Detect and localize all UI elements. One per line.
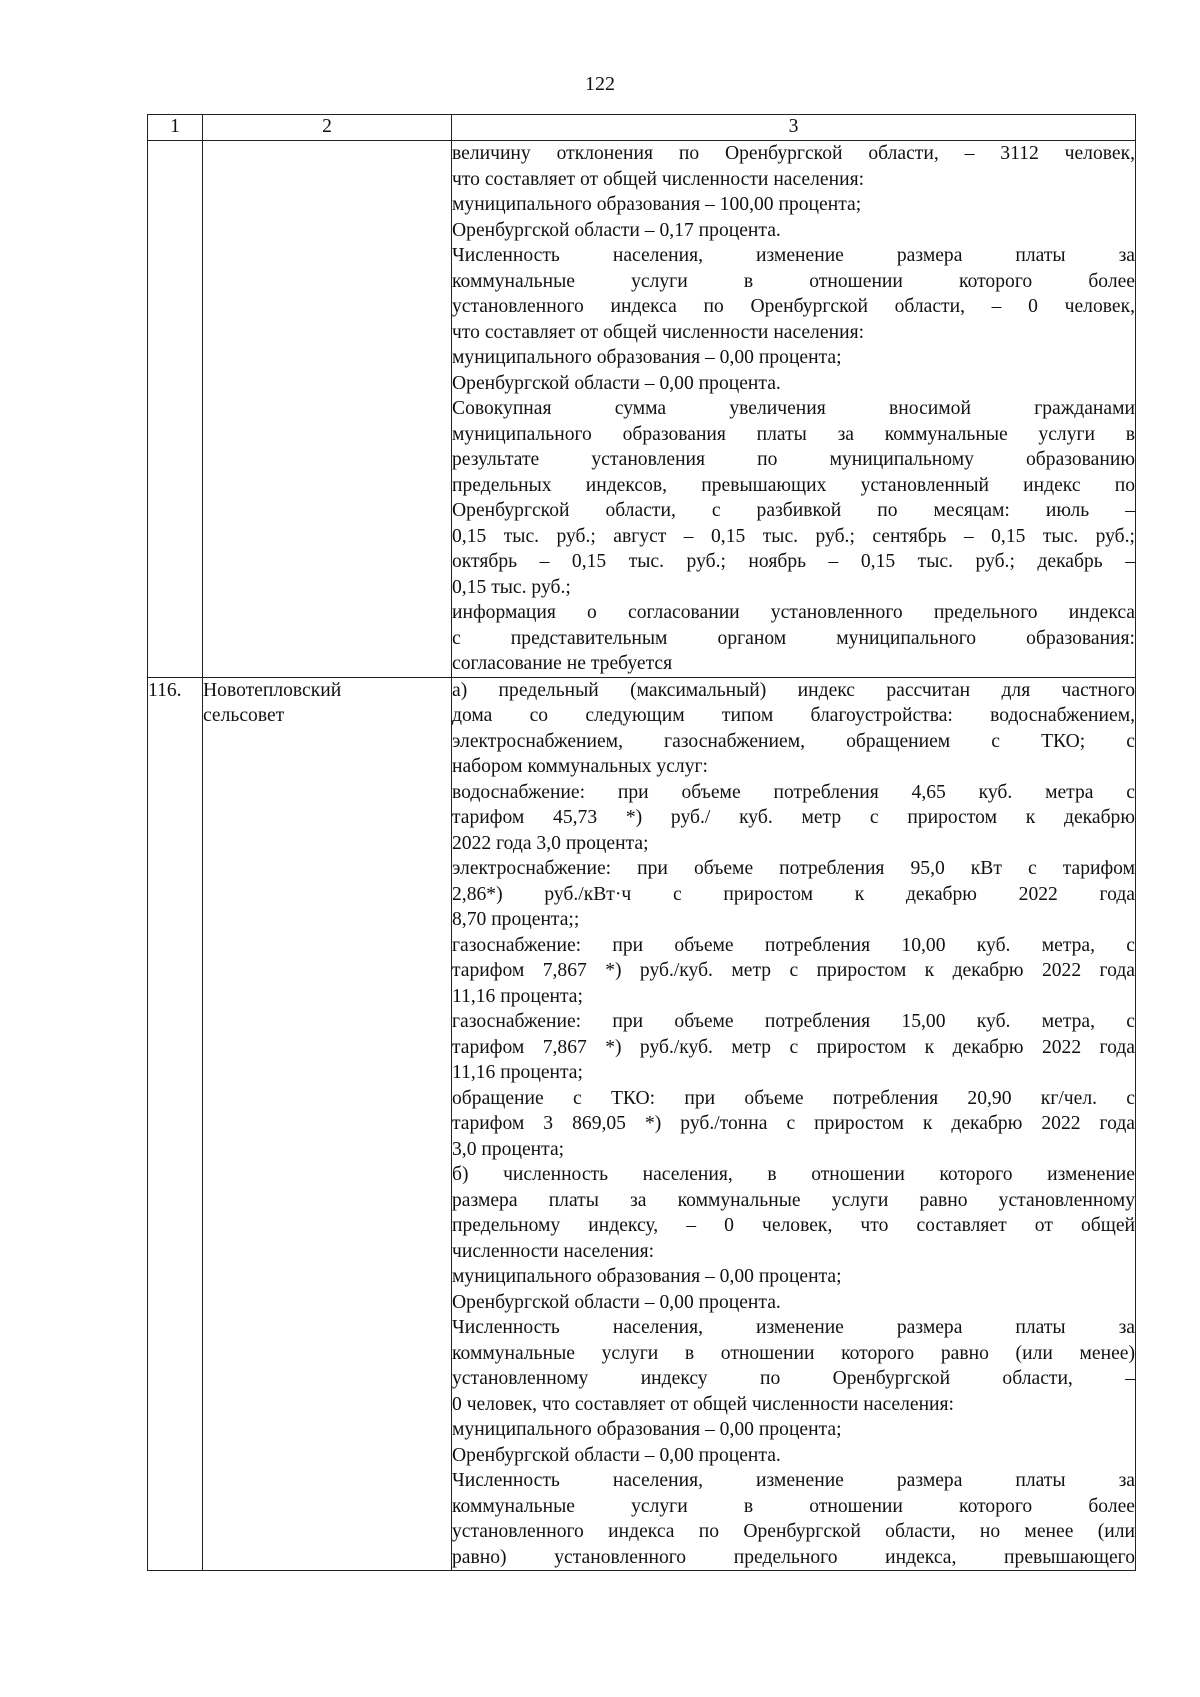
text-line: электроснабжением, газоснабжением, обращением с ТКО; с bbox=[452, 730, 1135, 752]
column-number-row bbox=[148, 115, 1136, 141]
text-line: 0,15 тыс. руб.; август – 0,15 тыс. руб.; сентябрь – 0,15 тыс. руб.; bbox=[452, 525, 1135, 547]
text-line: 2022 года 3,0 процента; bbox=[452, 832, 649, 854]
entry-municipality-name bbox=[203, 677, 452, 1571]
text-line: тарифом 7,867 *) руб./куб. метр с приростом к декабрю 2022 года bbox=[452, 1036, 1135, 1058]
text-line: информация о согласовании установленного предельного индекса bbox=[452, 602, 1135, 623]
entry-name-line: Новотепловский bbox=[203, 679, 342, 701]
continuation-name-cell bbox=[203, 141, 452, 678]
entry-name-line: сельсовет bbox=[203, 705, 285, 726]
text-line: Оренбургской области – 0,00 процента. bbox=[452, 1291, 781, 1313]
text-line: тарифом 3 869,05 *) руб./тонна с приростом к декабрю 2022 года bbox=[452, 1113, 1135, 1134]
text-line: Численность населения, изменение размера платы за bbox=[452, 1470, 1135, 1491]
text-line: что составляет от общей численности населения: bbox=[452, 321, 865, 343]
text-line: что составляет от общей численности населения: bbox=[452, 168, 865, 190]
text-line: результате установления по муниципальному образованию bbox=[452, 449, 1135, 470]
text-line: предельному индексу, – 0 человек, что составляет от общей bbox=[452, 1215, 1135, 1236]
text-line: коммунальные услуги в отношении которого более bbox=[452, 270, 1135, 292]
text-line: муниципального образования платы за коммунальные услуги в bbox=[452, 423, 1135, 445]
entry-text-cell bbox=[452, 677, 1136, 1571]
text-line: муниципального образования – 0,00 процента; bbox=[452, 1419, 842, 1440]
text-line: тарифом 7,867 *) руб./куб. метр с приростом к декабрю 2022 года bbox=[452, 960, 1135, 981]
text-line: электроснабжение: при объеме потребления 95,0 кВт с тарифом bbox=[452, 858, 1135, 879]
entry-number: 116. bbox=[148, 677, 203, 1571]
text-line: 8,70 процента;; bbox=[452, 909, 580, 930]
text-line: 11,16 процента; bbox=[452, 985, 583, 1007]
text-line: коммунальные услуги в отношении которого более bbox=[452, 1495, 1135, 1517]
text-line: 0 человек, что составляет от общей численности населения: bbox=[452, 1393, 955, 1415]
text-line: 11,16 процента; bbox=[452, 1062, 583, 1083]
text-line: газоснабжение: при объеме потребления 15,00 куб. метра, с bbox=[452, 1011, 1135, 1032]
text-line: Численность населения, изменение размера платы за bbox=[452, 1317, 1135, 1338]
text-line: коммунальные услуги в отношении которого равно (или менее) bbox=[452, 1342, 1135, 1364]
text-line: предельных индексов, превышающих установленный индекс по bbox=[452, 474, 1135, 496]
text-line: тарифом 45,73 *) руб./ куб. метр с приростом к декабрю bbox=[452, 807, 1135, 828]
text-line: Численность населения, изменение размера платы за bbox=[452, 245, 1135, 266]
text-line: Совокупная сумма увеличения вносимой гражданами bbox=[452, 398, 1135, 419]
text-line: муниципального образования – 0,00 процента; bbox=[452, 347, 842, 368]
text-line: Оренбургской области – 0,00 процента. bbox=[452, 1444, 781, 1466]
text-line: Оренбургской области – 0,00 процента. bbox=[452, 372, 781, 394]
text-line: обращение с ТКО: при объеме потребления 20,90 кг/чел. с bbox=[452, 1087, 1135, 1109]
continuation-number-cell bbox=[148, 141, 203, 678]
text-line: 2,86*) руб./кВт·ч с приростом к декабрю 2022 года bbox=[452, 883, 1135, 905]
text-line: установленному индексу по Оренбургской области, – bbox=[452, 1368, 1135, 1389]
text-line: численности населения: bbox=[452, 1240, 655, 1262]
text-line: установленного индекса по Оренбургской области, но менее (или bbox=[452, 1521, 1135, 1542]
entry-row-116 bbox=[148, 677, 1136, 1571]
text-line: газоснабжение: при объеме потребления 10,00 куб. метра, с bbox=[452, 934, 1135, 956]
text-line: 0,15 тыс. руб.; bbox=[452, 576, 571, 598]
text-line: дома со следующим типом благоустройства: водоснабжением, bbox=[452, 705, 1135, 726]
continuation-text-cell bbox=[452, 141, 1136, 678]
text-line: 3,0 процента; bbox=[452, 1138, 565, 1160]
continuation-row bbox=[148, 141, 1136, 678]
text-line: размера платы за коммунальные услуги равно установленному bbox=[452, 1189, 1135, 1211]
text-line: водоснабжение: при объеме потребления 4,65 куб. метра с bbox=[452, 781, 1135, 803]
text-line: с представительным органом муниципального образования: bbox=[452, 627, 1135, 649]
text-line: октябрь – 0,15 тыс. руб.; ноябрь – 0,15 тыс. руб.; декабрь – bbox=[452, 551, 1135, 572]
column-header-2: 2 bbox=[203, 115, 452, 141]
column-header-1: 1 bbox=[148, 115, 203, 141]
text-line: муниципального образования – 100,00 процента; bbox=[452, 194, 862, 215]
text-line: установленного индекса по Оренбургской области, – 0 человек, bbox=[452, 296, 1135, 317]
page-number: 122 bbox=[585, 73, 615, 95]
text-line: б) численность населения, в отношении которого изменение bbox=[452, 1164, 1135, 1185]
text-line: равно) установленного предельного индекса, превышающего bbox=[452, 1546, 1135, 1568]
text-line: величину отклонения по Оренбургской области, – 3112 человек, bbox=[452, 143, 1135, 164]
text-line: муниципального образования – 0,00 процента; bbox=[452, 1266, 842, 1287]
text-line: Оренбургской области – 0,17 процента. bbox=[452, 219, 781, 241]
tariff-index-table bbox=[147, 114, 1136, 1571]
column-header-3: 3 bbox=[452, 115, 1136, 141]
text-line: а) предельный (максимальный) индекс рассчитан для частного bbox=[452, 679, 1135, 701]
text-line: Оренбургской области, с разбивкой по месяцам: июль – bbox=[452, 500, 1135, 521]
text-line: набором коммунальных услуг: bbox=[452, 756, 708, 777]
text-line: согласование не требуется bbox=[452, 653, 673, 674]
